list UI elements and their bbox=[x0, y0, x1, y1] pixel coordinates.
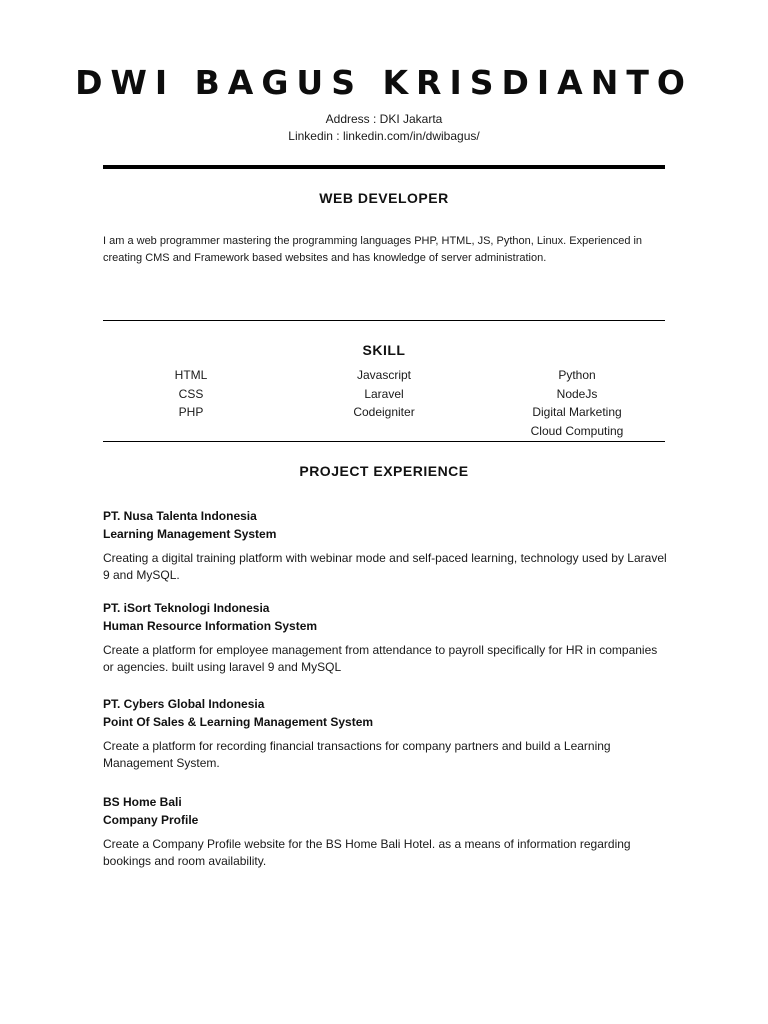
skill-item: Laravel bbox=[364, 386, 404, 401]
project-title: Learning Management System bbox=[103, 526, 277, 541]
role-title: WEB DEVELOPER bbox=[319, 190, 449, 206]
skill-section-title: SKILL bbox=[362, 342, 406, 358]
address-line: Address : DKI Jakarta bbox=[325, 112, 443, 126]
skill-column-1 bbox=[91, 366, 291, 422]
project-company: BS Home Bali bbox=[103, 795, 182, 809]
project-entry bbox=[103, 508, 668, 584]
header-divider bbox=[103, 165, 665, 169]
linkedin-line: Linkedin : linkedin.com/in/dwibagus/ bbox=[288, 129, 480, 143]
project-entry bbox=[103, 600, 668, 676]
project-title: Company Profile bbox=[103, 812, 199, 827]
project-title: Point Of Sales & Learning Management System bbox=[103, 714, 374, 729]
skill-item: Python bbox=[558, 368, 596, 382]
project-company: PT. Nusa Talenta Indonesia bbox=[103, 509, 257, 523]
project-description: Create a platform for employee management from attendance to payroll specifically for HR in companies or agencies. built using laravel 9 and MySQL bbox=[103, 643, 658, 674]
skill-column-2 bbox=[284, 366, 484, 422]
project-company: PT. Cybers Global Indonesia bbox=[103, 697, 265, 711]
profile-summary: I am a web programmer mastering the programming languages PHP, HTML, JS, Python, Linux. Experienced in creating CMS and Framework based websites and has knowledge of server administration. bbox=[103, 235, 643, 264]
project-description: Create a Company Profile website for the BS Home Bali Hotel. as a means of information regarding bookings and room availability. bbox=[103, 837, 631, 868]
skill-item: HTML bbox=[174, 368, 208, 382]
project-description: Creating a digital training platform with webinar mode and self-paced learning, technology used by Laravel 9 and MySQL. bbox=[103, 551, 667, 582]
skill-column-3 bbox=[477, 366, 677, 440]
project-entry bbox=[103, 794, 668, 870]
skill-item: Javascript bbox=[356, 368, 412, 382]
project-description: Create a platform for recording financial transactions for company partners and build a Learning Management System. bbox=[103, 739, 611, 770]
project-entry bbox=[103, 696, 668, 772]
summary-divider bbox=[103, 320, 665, 321]
project-company: PT. iSort Teknologi Indonesia bbox=[103, 601, 270, 615]
skill-item: CSS bbox=[178, 386, 204, 401]
skill-item: NodeJs bbox=[556, 386, 598, 401]
skill-item: PHP bbox=[178, 405, 204, 419]
skill-divider bbox=[103, 441, 665, 442]
skill-item: Codeigniter bbox=[353, 405, 415, 419]
candidate-name: DWI BAGUS KRISDIANTO bbox=[75, 63, 693, 102]
skill-item: Cloud Computing bbox=[530, 423, 624, 438]
skill-item: Digital Marketing bbox=[532, 405, 622, 419]
project-section-title: PROJECT EXPERIENCE bbox=[299, 463, 469, 479]
project-title: Human Resource Information System bbox=[103, 618, 318, 633]
